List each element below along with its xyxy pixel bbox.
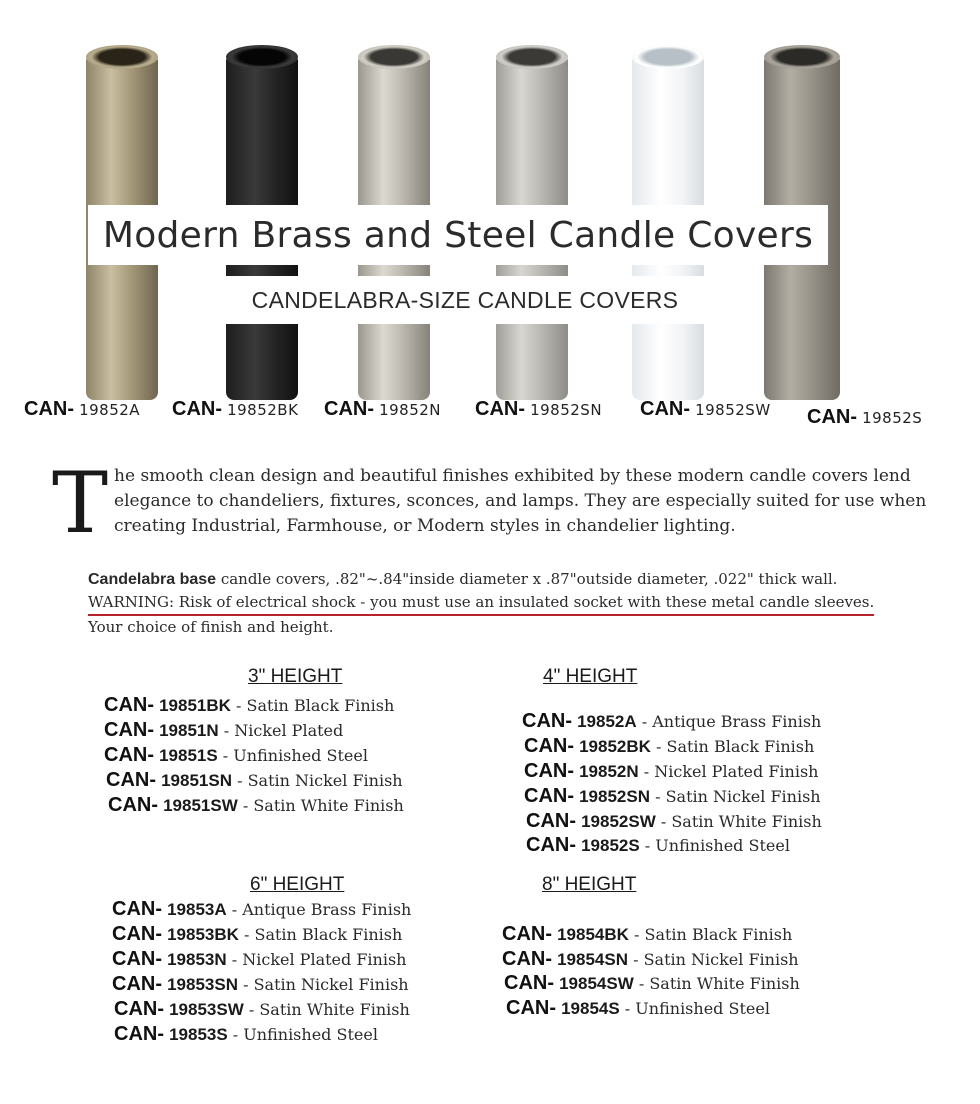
list-item (504, 972, 800, 995)
list-item (104, 744, 368, 767)
part-code: 19852BK (227, 401, 299, 419)
list-item (104, 719, 343, 742)
list-item (502, 923, 792, 946)
part-description: - Unfinished Steel (619, 999, 770, 1018)
part-prefix: CAN- (526, 834, 576, 856)
swatch-label (324, 398, 441, 421)
part-prefix: CAN- (524, 785, 574, 807)
part-code: 19852SN (579, 787, 650, 806)
part-prefix: CAN- (112, 898, 162, 920)
part-prefix: CAN- (522, 710, 572, 732)
part-code: 19853BK (167, 925, 239, 944)
spec-note: Your choice of finish and height. (88, 618, 334, 636)
part-code: 19852SN (530, 401, 603, 419)
part-description: - Satin White Finish (237, 796, 404, 815)
part-code: 19854BK (557, 925, 629, 944)
group-heading: 3" HEIGHT (248, 666, 343, 687)
part-prefix: CAN- (106, 769, 156, 791)
part-prefix: CAN- (502, 923, 552, 945)
part-description: - Nickel Plated Finish (226, 950, 407, 969)
part-code: 19852BK (579, 737, 651, 756)
swatch-label (24, 398, 140, 421)
part-code: 19853A (167, 900, 227, 919)
part-prefix: CAN- (104, 744, 154, 766)
part-code: 19852SW (695, 401, 771, 419)
part-description: - Satin Nickel Finish (649, 787, 821, 806)
part-prefix: CAN- (112, 973, 162, 995)
part-prefix: CAN- (324, 398, 374, 420)
list-item (502, 948, 799, 971)
part-prefix: CAN- (504, 972, 554, 994)
part-prefix: CAN- (104, 719, 154, 741)
list-item (114, 998, 410, 1021)
part-code: 19851SW (163, 796, 238, 815)
part-prefix: CAN- (502, 948, 552, 970)
swatch-label (172, 398, 298, 421)
spec-dimensions: candle covers, .82"~.84"inside diameter x .87"outside diameter, .022" thick wall. (216, 570, 838, 588)
part-code: 19852A (79, 401, 141, 419)
list-item (112, 898, 411, 921)
part-prefix: CAN- (524, 735, 574, 757)
subtitle-banner (200, 276, 730, 324)
part-code: 19852S (862, 409, 923, 427)
part-code: 19851S (159, 746, 218, 765)
list-item (524, 785, 821, 808)
list-item (104, 694, 394, 717)
intro-paragraph (52, 454, 932, 552)
part-description: - Satin Black Finish (628, 925, 793, 944)
list-item (506, 997, 770, 1020)
part-code: 19851SN (161, 771, 232, 790)
part-prefix: CAN- (640, 398, 690, 420)
part-code: 19851N (159, 721, 219, 740)
title-banner (88, 205, 828, 265)
part-description: - Satin Nickel Finish (627, 950, 799, 969)
swatch-label (475, 398, 602, 421)
part-description: - Unfinished Steel (639, 836, 790, 855)
part-code: 19854SW (559, 974, 634, 993)
part-prefix: CAN- (112, 948, 162, 970)
list-item (112, 923, 402, 946)
group-heading: 8" HEIGHT (542, 874, 637, 895)
part-description: - Antique Brass Finish (636, 712, 822, 731)
part-code: 19852N (379, 401, 442, 419)
list-item (524, 735, 814, 758)
page-subtitle: CANDELABRA-SIZE CANDLE COVERS (251, 286, 679, 313)
group-heading: 4" HEIGHT (543, 666, 638, 687)
part-prefix: CAN- (114, 1023, 164, 1045)
part-description: - Satin White Finish (243, 1000, 410, 1019)
part-code: 19853SW (169, 1000, 244, 1019)
part-description: - Unfinished Steel (227, 1025, 378, 1044)
list-item (106, 769, 403, 792)
part-prefix: CAN- (24, 398, 74, 420)
part-description: - Satin Black Finish (650, 737, 815, 756)
part-description: - Satin Black Finish (230, 696, 395, 715)
list-item (108, 794, 404, 817)
part-prefix: CAN- (114, 998, 164, 1020)
warning-text: WARNING: Risk of electrical shock - you must use an insulated socket with these metal candle sleeves. (88, 591, 874, 616)
part-prefix: CAN- (524, 760, 574, 782)
part-prefix: CAN- (104, 694, 154, 716)
part-description: - Satin White Finish (655, 812, 822, 831)
part-code: 19852A (577, 712, 637, 731)
part-code: 19852SW (581, 812, 656, 831)
part-prefix: CAN- (475, 398, 525, 420)
part-code: 19851BK (159, 696, 231, 715)
list-item (524, 760, 818, 783)
swatch-label (807, 406, 922, 429)
spec-block (88, 568, 908, 638)
part-prefix: CAN- (526, 810, 576, 832)
part-prefix: CAN- (807, 406, 857, 428)
part-code: 19853N (167, 950, 227, 969)
part-code: 19854SN (557, 950, 628, 969)
list-item (522, 710, 821, 733)
list-item (112, 948, 406, 971)
list-item (526, 810, 822, 833)
part-description: - Satin Black Finish (238, 925, 403, 944)
part-code: 19853S (169, 1025, 228, 1044)
part-description: - Nickel Plated (218, 721, 344, 740)
part-description: - Satin White Finish (633, 974, 800, 993)
list-item (114, 1023, 378, 1046)
list-item (526, 834, 790, 857)
intro-text: he smooth clean design and beautiful finishes exhibited by these modern candle covers lend elegance to chandeliers, fixtures, sconces, and lamps. They are especially suited for use when creating Industrial, Farmhouse, or Modern styles in chandelier lighting. (114, 466, 927, 536)
product-hero (0, 0, 980, 440)
part-prefix: CAN- (506, 997, 556, 1019)
drop-cap: T (52, 454, 109, 552)
part-description: - Unfinished Steel (217, 746, 368, 765)
list-item (112, 973, 409, 996)
part-prefix: CAN- (108, 794, 158, 816)
part-prefix: CAN- (172, 398, 222, 420)
page-title: Modern Brass and Steel Candle Covers (102, 214, 814, 256)
swatch-label (640, 398, 771, 421)
part-code: 19854S (561, 999, 620, 1018)
part-description: - Nickel Plated Finish (638, 762, 819, 781)
spec-base-type: Candelabra base (88, 571, 217, 588)
part-prefix: CAN- (112, 923, 162, 945)
part-code: 19852S (581, 836, 640, 855)
part-description: - Satin Nickel Finish (231, 771, 403, 790)
part-description: - Antique Brass Finish (226, 900, 412, 919)
group-heading: 6" HEIGHT (250, 874, 345, 895)
part-description: - Satin Nickel Finish (237, 975, 409, 994)
part-code: 19853SN (167, 975, 238, 994)
part-code: 19852N (579, 762, 639, 781)
